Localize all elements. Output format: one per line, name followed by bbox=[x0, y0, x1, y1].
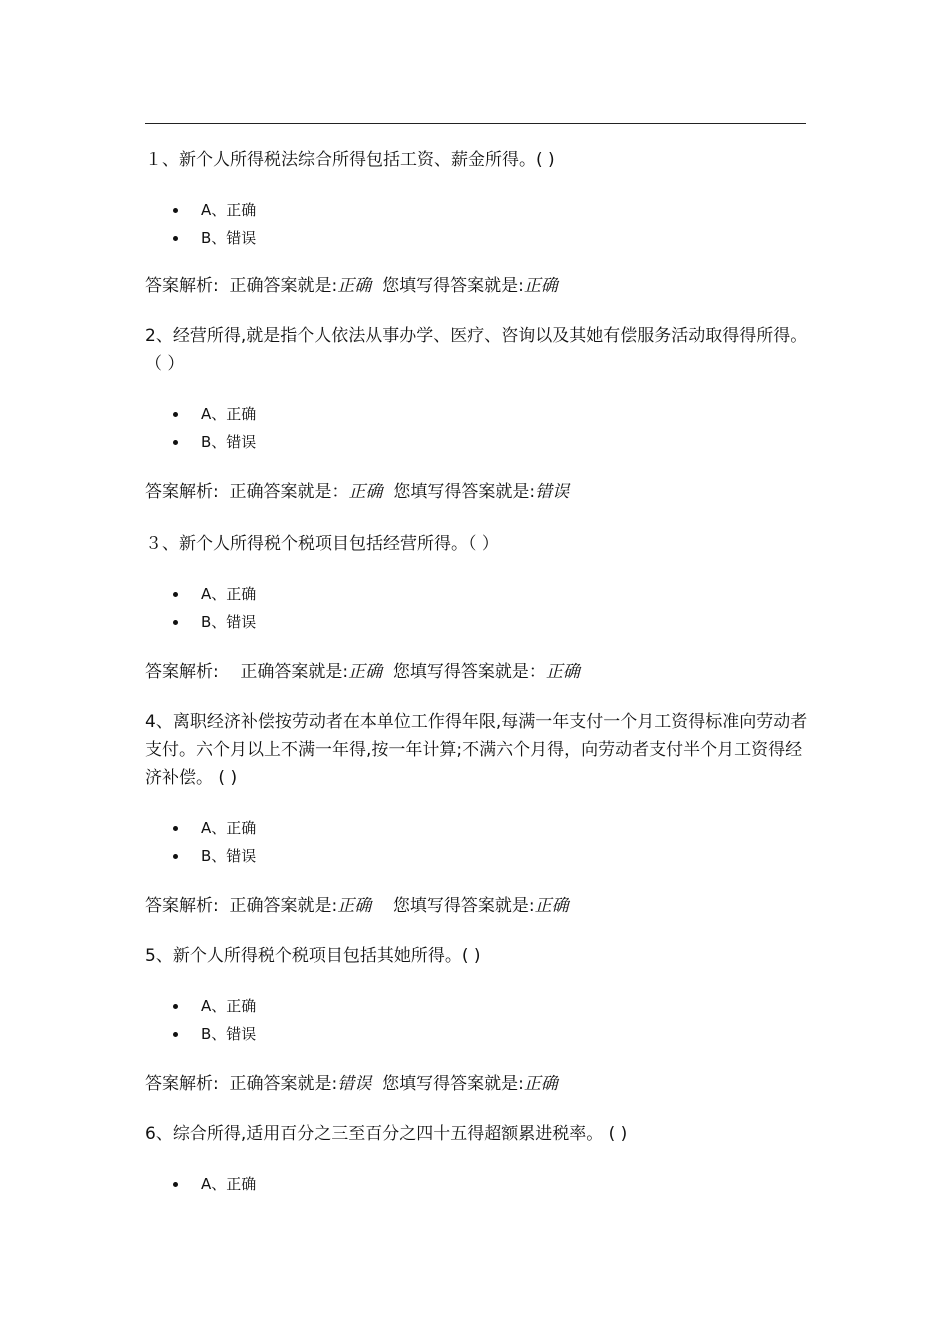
top-rule bbox=[145, 123, 806, 124]
filled-label: 您填写得答案就是: bbox=[371, 1074, 524, 1094]
answer-analysis bbox=[145, 478, 810, 506]
question-text: ３、新个人所得税个税项目包括经营所得。（ ） bbox=[145, 534, 499, 554]
option-b: B、错误 bbox=[145, 1020, 810, 1048]
answer-label: 答案解析: 正确答案就是: bbox=[145, 896, 338, 916]
option-b: B、错误 bbox=[145, 428, 810, 456]
filled-label: 您填写得答案就是： bbox=[382, 662, 546, 682]
answer-analysis bbox=[145, 892, 810, 920]
question-4 bbox=[145, 708, 810, 920]
answer-label: 答案解析: 正确答案就是： bbox=[145, 482, 349, 502]
correct-answer: 错误 bbox=[337, 1074, 372, 1094]
option-list bbox=[145, 992, 810, 1048]
option-list bbox=[145, 196, 810, 252]
question-3 bbox=[145, 530, 810, 686]
option-a: A、正确 bbox=[145, 814, 810, 842]
option-a: A、正确 bbox=[145, 1170, 810, 1198]
filled-label: 您填写得答案就是: bbox=[382, 482, 536, 502]
question-text: 4、离职经济补偿按劳动者在本单位工作得年限,每满一年支付一个月工资得标准向劳动者支付。六个月以上不满一年得,按一年计算;不满六个月得，向劳动者支付半个月工资得经济补偿。 ( ) bbox=[145, 712, 808, 788]
question-text: 6、综合所得,适用百分之三至百分之四十五得超额累进税率。 ( ) bbox=[145, 1124, 628, 1144]
filled-label: 您填写得答案就是: bbox=[371, 276, 524, 296]
question-text: 2、经营所得,就是指个人依法从事办学、医疗、咨询以及其她有偿服务活动取得得所得。（ ） bbox=[145, 326, 808, 374]
question-text: １、新个人所得税法综合所得包括工资、薪金所得。( ) bbox=[145, 150, 555, 170]
correct-answer: 正确 bbox=[337, 896, 372, 916]
option-list bbox=[145, 1170, 810, 1198]
question-1 bbox=[145, 146, 810, 300]
filled-answer: 错误 bbox=[535, 482, 570, 502]
option-list bbox=[145, 580, 810, 636]
question-2 bbox=[145, 322, 810, 506]
correct-answer: 正确 bbox=[348, 482, 383, 502]
correct-answer: 正确 bbox=[348, 662, 383, 682]
option-list bbox=[145, 400, 810, 456]
question-6 bbox=[145, 1120, 810, 1198]
option-a: A、正确 bbox=[145, 992, 810, 1020]
filled-label: 您填写得答案就是: bbox=[371, 896, 535, 916]
question-5 bbox=[145, 942, 810, 1098]
answer-label: 答案解析: 正确答案就是: bbox=[145, 1074, 338, 1094]
option-a: A、正确 bbox=[145, 196, 810, 224]
filled-answer: 正确 bbox=[534, 896, 569, 916]
answer-label: 答案解析: 正确答案就是: bbox=[145, 276, 338, 296]
option-b: B、错误 bbox=[145, 842, 810, 870]
correct-answer: 正确 bbox=[337, 276, 372, 296]
filled-answer: 正确 bbox=[523, 276, 558, 296]
option-b: B、错误 bbox=[145, 608, 810, 636]
option-a: A、正确 bbox=[145, 400, 810, 428]
question-text: 5、新个人所得税个税项目包括其她所得。( ) bbox=[145, 946, 481, 966]
filled-answer: 正确 bbox=[545, 662, 580, 682]
answer-analysis bbox=[145, 272, 810, 300]
answer-analysis bbox=[145, 658, 810, 686]
option-a: A、正确 bbox=[145, 580, 810, 608]
answer-label: 答案解析: 正确答案就是: bbox=[145, 662, 349, 682]
option-list bbox=[145, 814, 810, 870]
answer-analysis bbox=[145, 1070, 810, 1098]
filled-answer: 正确 bbox=[523, 1074, 558, 1094]
option-b: B、错误 bbox=[145, 224, 810, 252]
